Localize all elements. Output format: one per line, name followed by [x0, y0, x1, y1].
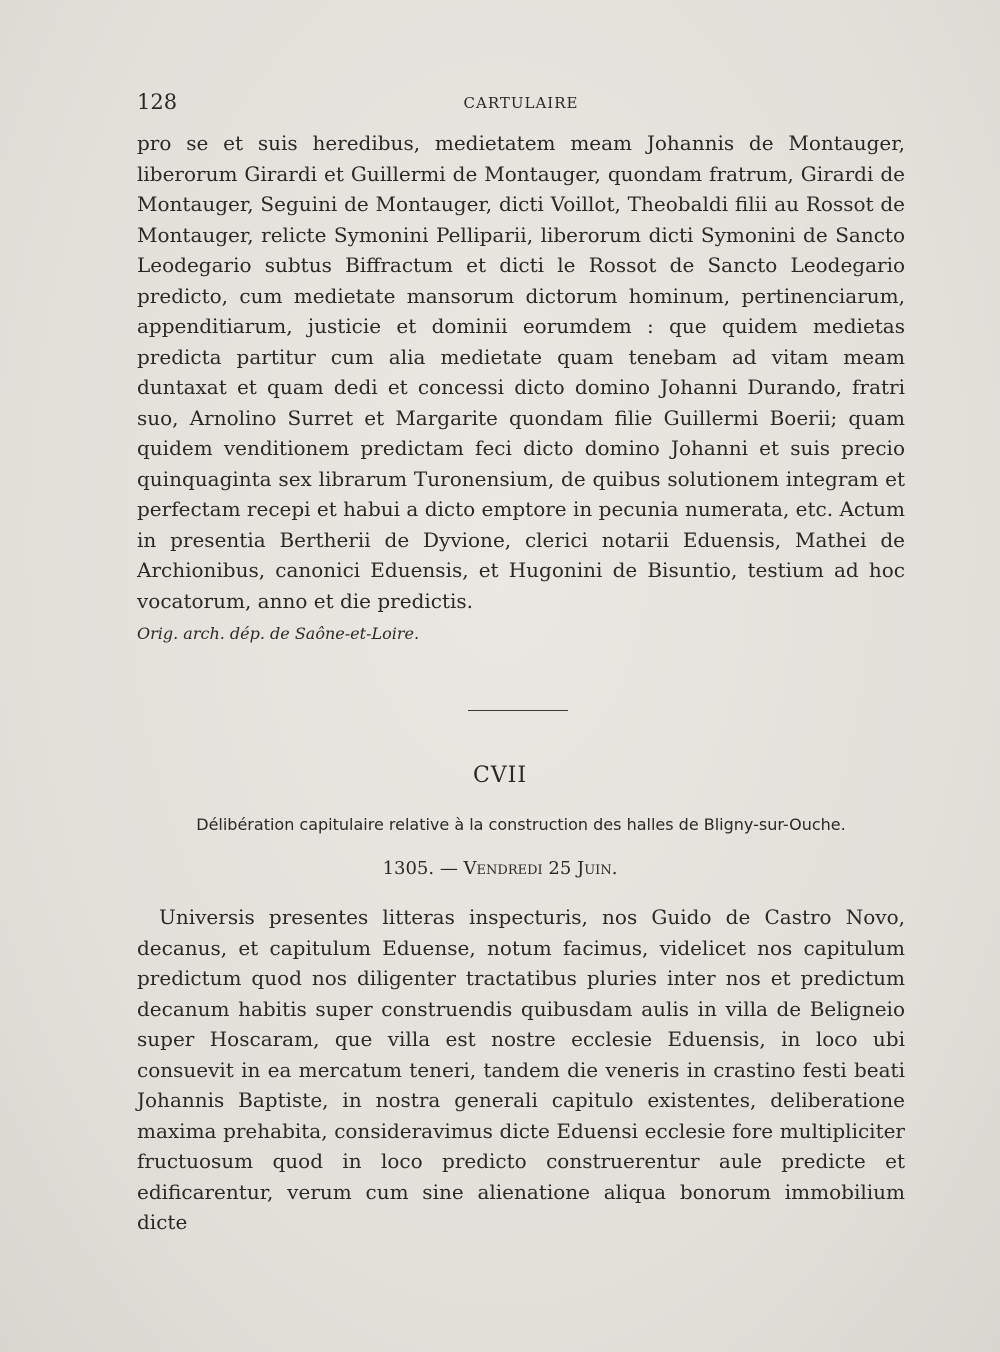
- source-note: Orig. arch. dép. de Saône-et-Loire.: [137, 624, 420, 643]
- continued-paragraph: pro se et suis heredibus, medietatem meam Johannis de Montauger, liberorum Girardi et Guillermi de Montauger, quondam fratrum, Girardi de Montauger, Seguini de Montauger, dicti Voillot, Theobaldi filii au Rossot de Montauger, relicte Symonini Pelliparii, liberorum dicti Symonini de Sancto Leodegario subtus Biffractum et dicti le Rossot de Sancto Leodegario predicto, cum medietate mansorum dictorum hominum, pertinenciarum, appenditiarum, justicie et dominii eorumdem : que quidem medietas predicta partitur cum alia medietate quam tenebam ad vitam meam duntaxat et quam dedi et concessi dicto domino Johanni Durando, fratri suo, Arnolino Surret et Margarite quondam filie Guillermi Boerii; quam quidem venditionem predictam feci dicto domino Johanni et suis precio quinquaginta sex librarum Turonensium, de quibus solutionem integram et perfectam recepi et habui a dicto emptore in pecunia numerata, etc. Actum in presentia Bertherii de Dyvione, clerici notarii Eduensis, Mathei de Archionibus, canonici Eduensis, et Hugonini de Bisuntio, testium ad hoc vocatorum, anno et die predictis.: [137, 131, 905, 613]
- charter-text: [137, 902, 905, 1238]
- charter-paragraph: Universis presentes litteras inspecturis, nos Guido de Castro Novo, decanus, et capitulum Eduense, notum facimus, videlicet nos capitulum predictum quod nos diligenter tractatibus pluries inter nos et predictum decanum habitis super construendis quibusdam aulis in villa de Beligneio super Hoscaram, que villa est nostre ecclesie Eduensis, in loco ubi consuevit in ea mercatum teneri, tandem die veneris in crastino festi beati Johannis Baptiste, in nostra generali capitulo existentes, deliberatione maxima prehabita, consideravimus dicte Eduensi ecclesie fore multipliciter fructuosum quod in loco predicto construerentur aule predicte et edificarentur, verum cum sine alienatione aliqua bonorum immobilium dicte: [137, 905, 905, 1234]
- page-number: 128: [137, 90, 178, 114]
- document-title: Délibération capitulaire relative à la construction des halles de Bligny-sur-Ouche.: [196, 815, 846, 834]
- running-title: CARTULAIRE: [463, 94, 579, 112]
- document-number: CVII: [472, 763, 528, 788]
- page-header: [137, 90, 905, 118]
- section-divider: [468, 710, 568, 711]
- continued-charter-text: [137, 128, 905, 616]
- document-date: 1305. — Vendredi 25 Juin.: [382, 858, 618, 879]
